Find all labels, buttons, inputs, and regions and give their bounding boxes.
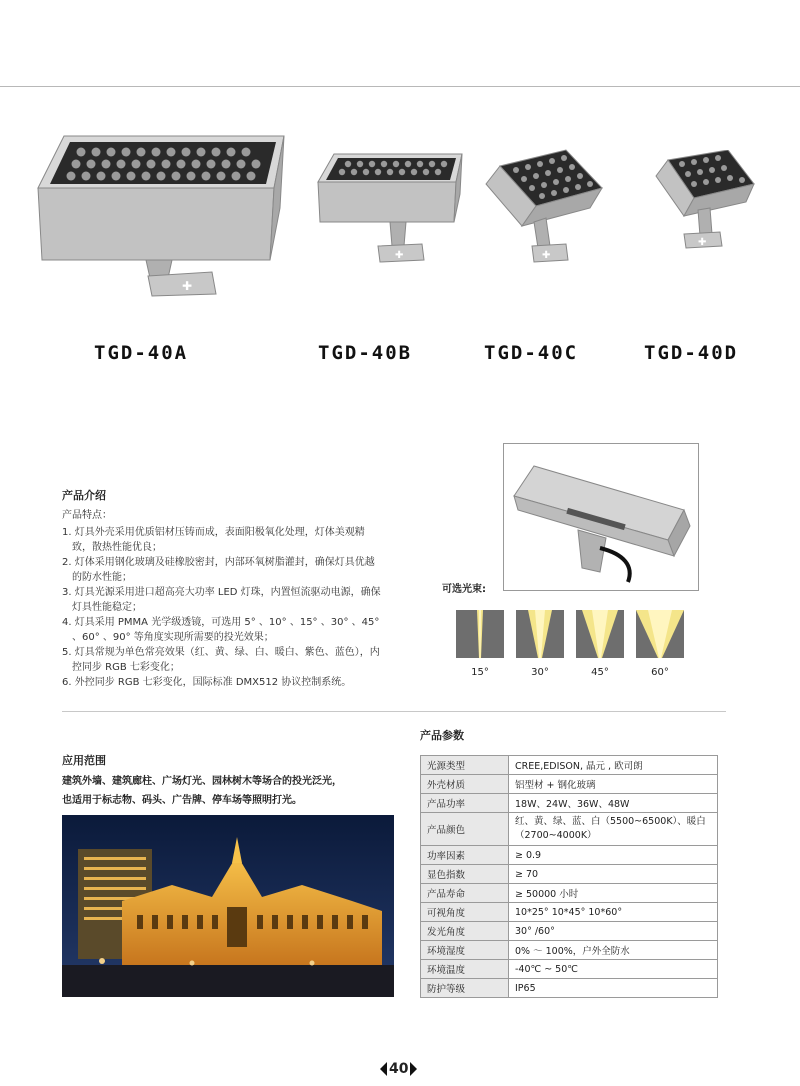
beam-60-icon	[636, 610, 684, 658]
product-image-a	[36, 128, 286, 303]
beam-angle-label: 15°	[471, 667, 489, 678]
table-row	[421, 756, 718, 775]
param-value: 0% ～ 100%，户外全防水	[509, 941, 718, 960]
arrow-left-icon	[380, 1062, 387, 1076]
params-title: 产品参数	[420, 729, 464, 742]
table-row	[421, 775, 718, 794]
top-divider	[0, 86, 800, 87]
feature-item: 2. 灯体采用钢化玻璃及硅橡胶密封，内部环氧树脂灌封，确保灯具优越的防水性能；	[62, 557, 375, 583]
param-value: 铝型材 + 钢化玻璃	[509, 775, 718, 794]
application-title: 应用范围	[62, 754, 106, 767]
beam-angle-label: 30°	[531, 667, 549, 678]
lamp-side-photo	[503, 443, 699, 591]
param-key: 发光角度	[421, 922, 509, 941]
page-number-text: 40	[389, 1061, 409, 1077]
param-value: -40℃ ~ 50℃	[509, 960, 718, 979]
svg-text:✚: ✚	[542, 250, 551, 261]
param-value: 18W、24W、36W、48W	[509, 794, 718, 813]
beam-angle-label: 45°	[591, 667, 609, 678]
param-value: IP65	[509, 979, 718, 998]
beam-angle-label: 60°	[651, 667, 669, 678]
feature-list	[62, 525, 382, 690]
param-key: 光源类型	[421, 756, 509, 775]
table-row	[421, 903, 718, 922]
application-line: 也适用于标志物、码头、广告牌、停车场等照明打光。	[62, 795, 302, 806]
param-value: 红、黄、绿、蓝、白（5500~6500K）、暖白（2700~4000K）	[509, 813, 718, 846]
application-line: 建筑外墙、建筑廊柱、广场灯光、园林树木等场合的投光泛光，	[62, 776, 342, 787]
param-value: ≥ 50000 小时	[509, 884, 718, 903]
table-row	[421, 813, 718, 846]
arrow-right-icon	[410, 1062, 417, 1076]
product-image-c	[482, 148, 606, 268]
table-row	[421, 794, 718, 813]
param-key: 环境温度	[421, 960, 509, 979]
param-value: ≥ 0.9	[509, 846, 718, 865]
section-divider	[62, 711, 726, 712]
table-row	[421, 865, 718, 884]
param-value: CREE,EDISON, 晶元 , 欧司朗	[509, 756, 718, 775]
application-photo	[62, 815, 394, 997]
beam-30-icon	[516, 610, 564, 658]
beam-45-icon	[576, 610, 624, 658]
feature-item: 6. 外控同步 RGB 七彩变化，国际标准 DMX512 协议控制系统。	[62, 677, 352, 688]
table-row	[421, 941, 718, 960]
svg-text:✚: ✚	[395, 250, 404, 261]
svg-text:✚: ✚	[698, 237, 707, 248]
svg-text:✚: ✚	[182, 279, 193, 293]
table-row	[421, 884, 718, 903]
param-value: ≥ 70	[509, 865, 718, 884]
param-value: 30° /60°	[509, 922, 718, 941]
product-image-d	[654, 150, 758, 250]
feature-item: 4. 灯具采用 PMMA 光学级透镜，可选用 5° 、10° 、15° 、30° 、45° 、60° 、90° 等角度实现所需要的投光效果；	[62, 617, 380, 643]
param-key: 防护等级	[421, 979, 509, 998]
page-number	[380, 1061, 417, 1077]
table-row	[421, 960, 718, 979]
param-key: 产品寿命	[421, 884, 509, 903]
param-key: 产品颜色	[421, 813, 509, 846]
product-image-b	[316, 150, 466, 270]
feature-item: 1. 灯具外壳采用优质铝材压铸而成，表面阳极氧化处理，灯体美观精致，散热性能优良；	[62, 527, 365, 553]
intro-title: 产品介绍	[62, 489, 106, 502]
model-label-c: TGD-40C	[484, 342, 579, 364]
param-key: 功率因素	[421, 846, 509, 865]
beam-15-icon	[456, 610, 504, 658]
params-table	[420, 755, 718, 998]
param-key: 显色指数	[421, 865, 509, 884]
param-key: 产品功率	[421, 794, 509, 813]
model-label-b: TGD-40B	[318, 342, 413, 364]
table-row	[421, 922, 718, 941]
model-label-a: TGD-40A	[94, 342, 189, 364]
model-label-d: TGD-40D	[644, 342, 739, 364]
param-key: 环境湿度	[421, 941, 509, 960]
table-row	[421, 979, 718, 998]
beam-options-label: 可选光束:	[442, 584, 486, 595]
feature-item: 3. 灯具光源采用进口超高亮大功率 LED 灯珠，内置恒流驱动电源，确保灯具性能稳定；	[62, 587, 381, 613]
intro-subtitle: 产品特点：	[62, 510, 112, 521]
param-value: 10*25° 10*45° 10*60°	[509, 903, 718, 922]
application-text	[62, 772, 392, 810]
param-key: 可视角度	[421, 903, 509, 922]
feature-item: 5. 灯具常规为单色常亮效果（红、黄、绿、白、暖白、紫色、蓝色），内控同步 RGB 七彩变化；	[62, 647, 380, 673]
table-row	[421, 846, 718, 865]
param-key: 外壳材质	[421, 775, 509, 794]
